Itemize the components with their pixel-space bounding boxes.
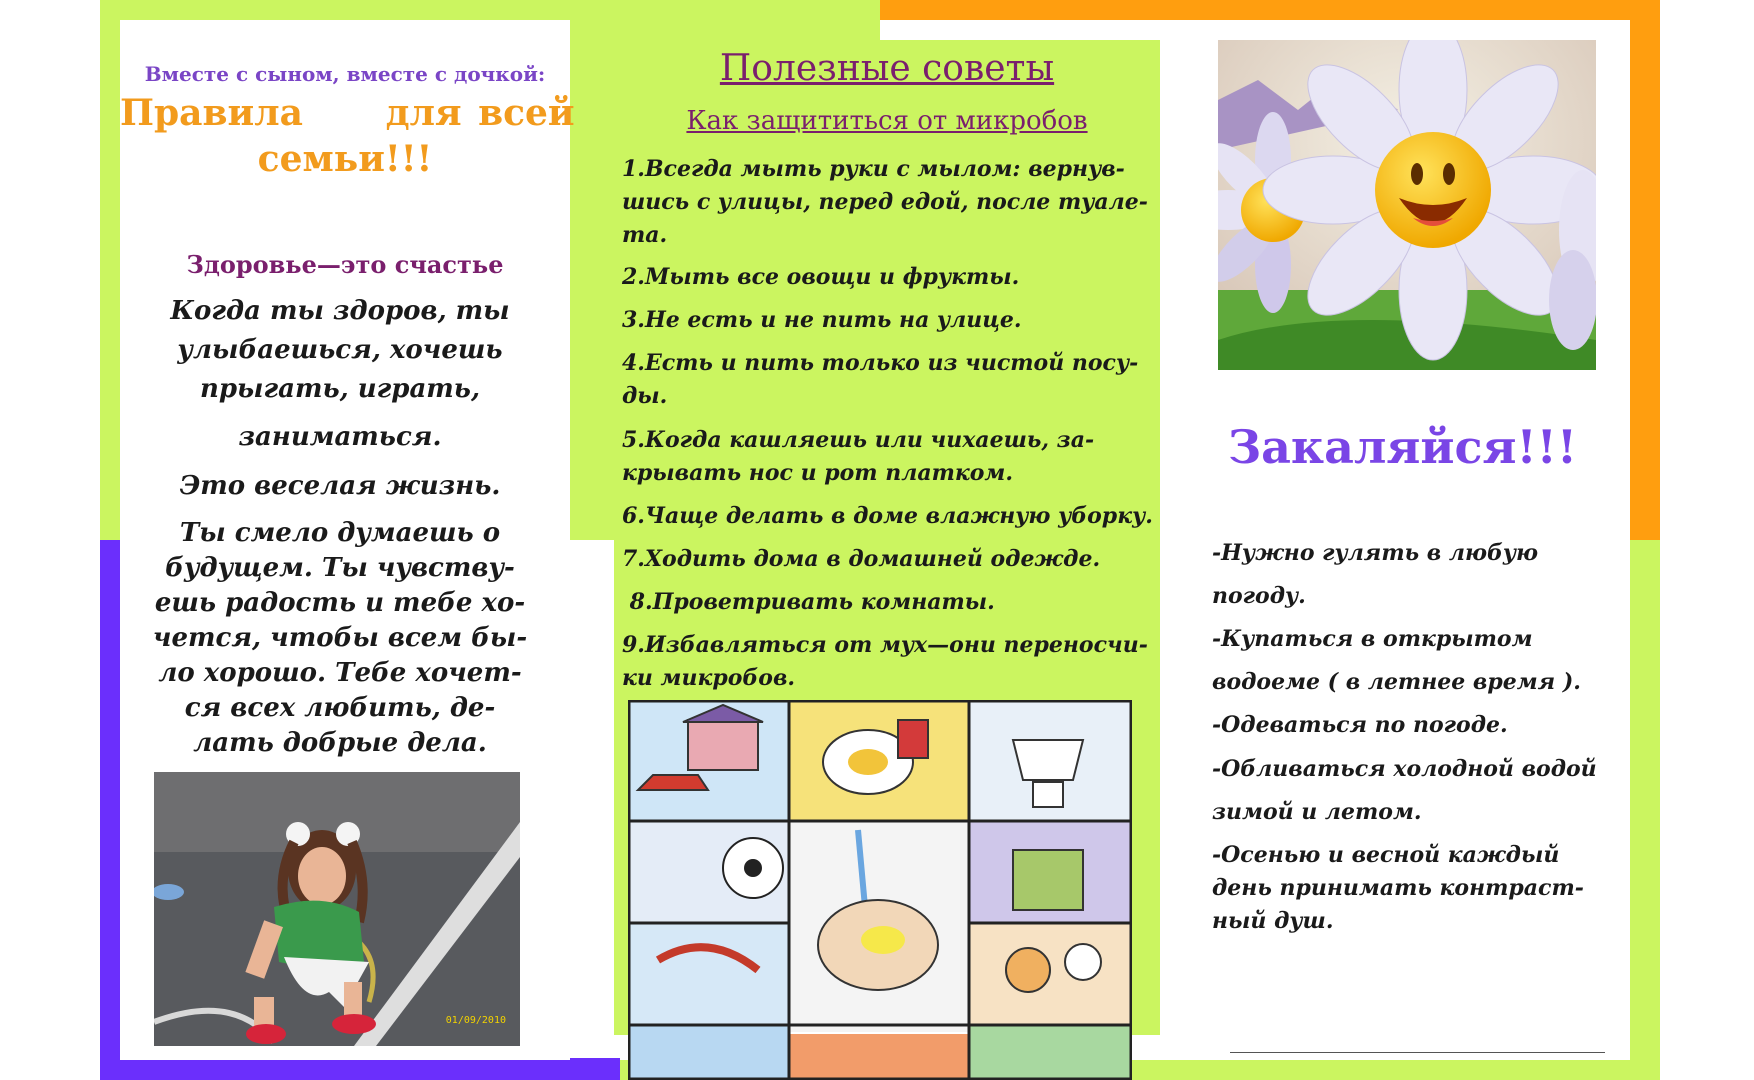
middle-subtitle: Как защититься от микробов xyxy=(686,106,1088,136)
tip-line: 4.Есть и пить только из чистой посу- xyxy=(622,350,1139,376)
tip-line: 6.Чаще делать в доме влажную уборку. xyxy=(622,503,1153,529)
tip-line: 2.Мыть все овощи и фрукты. xyxy=(622,264,1020,290)
right-title: Закаляйся!!! xyxy=(1227,420,1578,474)
left-text-line: ешь радость и тебе хо- xyxy=(154,588,526,618)
left-text-line: ло хорошо. Тебе хочет- xyxy=(158,658,522,688)
left-title xyxy=(120,90,575,182)
tip-line: ный душ. xyxy=(1212,908,1334,934)
hygiene-illustration xyxy=(628,700,1132,1080)
tip-line: та. xyxy=(622,222,668,248)
left-title-line2: семьи!!! xyxy=(257,138,433,180)
tip-line: 1.Всегда мыть руки с мылом: вернув- xyxy=(622,156,1125,182)
tip-line: -Купаться в открытом xyxy=(1212,626,1533,652)
tip-line: -Обливаться холодной водой xyxy=(1212,756,1597,782)
background-orange-band xyxy=(880,0,1660,20)
divider-line xyxy=(1230,1052,1605,1053)
tip-line: 3.Не есть и не пить на улице. xyxy=(622,307,1022,333)
left-text-line: Ты смело думаешь о xyxy=(179,518,501,548)
background-purple-bottom xyxy=(100,1058,620,1080)
smiling-flower-image xyxy=(1218,40,1596,370)
girl-photo xyxy=(154,772,520,1046)
tip-line: 5.Когда кашляешь или чихаешь, за- xyxy=(622,427,1095,453)
left-text-line: чется, чтобы всем бы- xyxy=(152,623,528,653)
left-heading: Здоровье—это счастье xyxy=(186,250,504,279)
middle-title-text: Полезные советы xyxy=(719,48,1055,89)
background-green-side xyxy=(1630,540,1660,1080)
left-text-line: улыбаешься, хочешь xyxy=(177,335,503,365)
left-text-line: Когда ты здоров, ты xyxy=(170,296,510,326)
left-text-line: прыгать, играть, xyxy=(199,374,481,404)
tip-line: 8.Проветривать комнаты. xyxy=(622,589,995,615)
left-text-line: ся всех любить, де- xyxy=(184,693,496,723)
tip-line: шись с улицы, перед едой, после туале- xyxy=(622,189,1148,215)
left-text-line: Это веселая жизнь. xyxy=(179,471,501,501)
tip-line: ки микробов. xyxy=(622,665,796,691)
left-text-line: будущем. Ты чувству- xyxy=(165,553,515,583)
background-orange-side xyxy=(1630,0,1660,540)
left-subtitle: Вместе с сыном, вместе с дочкой: xyxy=(144,62,546,86)
tip-line: -Одеваться по погоде. xyxy=(1212,712,1508,738)
tip-line: погоду. xyxy=(1212,583,1306,609)
tip-line: -Осенью и весной каждый xyxy=(1212,842,1560,868)
tip-line: ды. xyxy=(622,383,668,409)
left-text-line: заниматься. xyxy=(238,422,442,452)
tip-line: 7.Ходить дома в домашней одежде. xyxy=(622,546,1101,572)
tip-line: день принимать контраст- xyxy=(1212,875,1584,901)
tip-line: -Нужно гулять в любую xyxy=(1212,540,1539,566)
photo-date-stamp: 01/09/2010 xyxy=(445,1015,506,1026)
tip-line: 9.Избавляться от мух—они переносчи- xyxy=(622,632,1148,658)
middle-title xyxy=(614,48,1160,89)
tip-line: крывать нос и рот платком. xyxy=(622,460,1013,486)
tip-line: водоеме ( в летнее время ). xyxy=(1212,669,1581,695)
left-text-line: лать добрые дела. xyxy=(193,728,487,758)
left-title-line1: Правила для всей xyxy=(120,92,575,134)
tip-line: зимой и летом. xyxy=(1212,799,1422,825)
